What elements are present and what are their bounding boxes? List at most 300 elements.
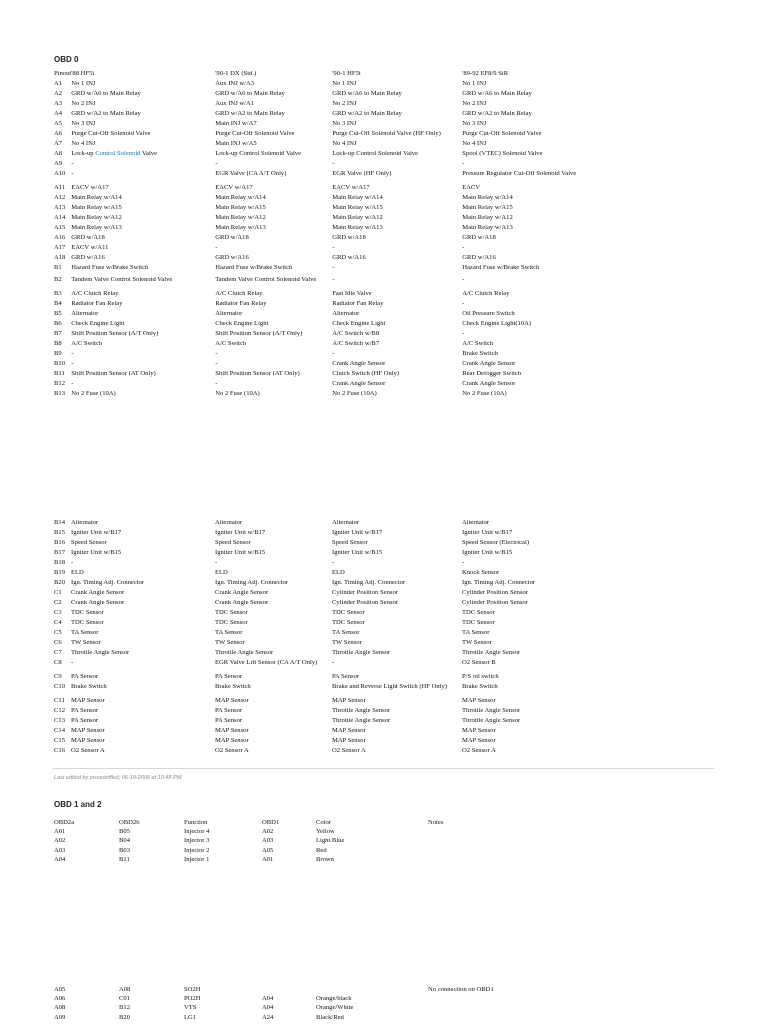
pin-label: A2 (54, 91, 63, 97)
obd0-table-row (54, 121, 592, 131)
obd0-table-row (54, 650, 592, 660)
pin-label: A5 (54, 121, 63, 127)
obd0-cell: Cylinder Position Sensor (462, 590, 528, 596)
obd0-cell: TDC Sensor (71, 610, 104, 616)
obd0-cell: Shift Position Sensor (AT Only) (71, 370, 156, 377)
obd0-cell: Tandem Valve Control Solenoid Valve (215, 276, 317, 283)
obd0-cell: MAP Sensor (71, 738, 105, 744)
obd0-table-row (54, 291, 592, 301)
obd0-cell: Main Relay w/A13 (332, 225, 383, 231)
obd0-cell: ELD (71, 570, 84, 576)
obd0-cell: GRD w/A2 to Main Relay (332, 111, 402, 117)
obd0-table-row (54, 91, 592, 101)
obd0-table-row (54, 570, 592, 580)
obd12-cell: A04 (262, 996, 274, 1003)
obd0-cell: Igniter Unit w/B17 (71, 530, 122, 536)
control-solenoid-link[interactable]: Control Solenoid (95, 151, 141, 157)
obd0-table-row (54, 540, 592, 550)
obd0-cell: - (71, 380, 74, 387)
pin-label: B6 (54, 320, 62, 327)
obd0-table-row (54, 610, 592, 620)
obd0-cell: - (332, 245, 335, 251)
obd0-cell: Cylinder Position Sensor (332, 590, 398, 596)
obd0-table-row (54, 684, 592, 698)
obd0-cell: Fast Idle Valve (332, 290, 372, 297)
obd0-cell: Shift Position Sensor (A/T Only) (71, 330, 159, 337)
obd12-table-row (54, 829, 528, 838)
obd12-cell: Orange/black (316, 996, 352, 1003)
pin-label: B15 (54, 530, 65, 536)
obd0-cell: Igniter Unit w/B15 (332, 550, 383, 556)
obd0-cell: Pressure Regulator Cut-Off Solenoid Valve (462, 171, 577, 177)
obd0-table-row (54, 81, 592, 91)
obd12-cell: B20 (119, 1014, 130, 1021)
obd12-cell: Light Blue (316, 838, 345, 845)
obd0-table-row (54, 698, 592, 708)
obd12-cell: A24 (262, 1014, 274, 1021)
obd12-cell: A05 (262, 847, 274, 854)
obd0-cell: TDC Sensor (215, 620, 248, 626)
obd0-cell: No 2 Fuse (10A) (332, 390, 377, 397)
obd0-cell: Alternator (71, 310, 99, 317)
obd12-cell: Red (316, 847, 327, 854)
obd0-cell: Check Engine Light (71, 320, 125, 327)
obd0-table-row (54, 131, 592, 141)
obd0-cell: A/C Clutch Relay (215, 290, 263, 297)
obd12-cell: A06 (54, 996, 66, 1003)
obd0-table-row (54, 728, 592, 738)
obd0-cell: Brake Switch (462, 684, 498, 690)
obd0-cell: Main Relay w/A15 (215, 205, 266, 211)
obd0-table-row (54, 630, 592, 640)
obd0-cell: Alternator (215, 310, 243, 317)
obd0-cell: - (215, 380, 218, 387)
obd0-cell: No 4 INJ (462, 141, 487, 147)
obd0-cell: Check Engine Light(10A) (462, 320, 532, 327)
obd0-cell: ELD (332, 570, 345, 576)
obd0-cell: No 4 INJ (71, 141, 96, 147)
obd0-header-row (54, 71, 592, 81)
obd0-cell: PA Sensor (71, 708, 99, 714)
obd0-cell: Lock-up Control Solenoid Valve (215, 151, 302, 157)
obd0-cell: No 2 INJ (332, 101, 357, 107)
obd12-cell: B11 (119, 856, 130, 863)
obd0-table-row (54, 195, 592, 205)
obd12-cell: Injector 2 (184, 847, 210, 854)
obd0-cell (71, 151, 215, 161)
obd0-cell: Throttle Angle Sensor (462, 650, 521, 656)
obd0-cell: Igniter Unit w/B17 (462, 530, 513, 536)
obd0-cell: TW Sensor (462, 640, 492, 646)
obd0-cell: TA Sensor (71, 630, 99, 636)
obd0-cell: GRD w/A18 (462, 235, 496, 241)
cell-text: Lock-up (71, 151, 96, 157)
obd12-cell: A05 (54, 987, 66, 993)
obd0-cell: Radiator Fan Relay (332, 300, 384, 307)
obd0-cell: Main Relay w/A12 (71, 215, 122, 221)
obd0-cell: TA Sensor (462, 630, 490, 636)
obd0-cell: MAP Sensor (462, 738, 496, 744)
obd12-cell: A08 (119, 987, 131, 993)
obd0-cell: Main Relay w/A14 (71, 195, 122, 201)
obd0-table-row (54, 101, 592, 111)
obd0-cell: Brake and Reverse Light Switch (HF Only) (332, 684, 448, 690)
obd12-title: OBD 1 and 2 (54, 800, 102, 809)
obd0-cell: Throttle Angle Sensor (332, 708, 391, 714)
pin-label: B19 (54, 570, 65, 576)
obd0-cell: Igniter Unit w/B17 (215, 530, 266, 536)
pin-label: C3 (54, 610, 62, 616)
obd0-cell: GRD w/A6 to Main Relay (332, 91, 402, 97)
obd0-table-row (54, 341, 592, 351)
pin-label: A17 (54, 245, 66, 251)
obd0-cell: A/C Switch w/B8 (332, 330, 380, 337)
obd12-cell: A04 (262, 1005, 274, 1012)
obd0-cell: - (71, 560, 74, 566)
obd0-cell: - (71, 161, 74, 167)
obd0-cell: Main Relay w/A12 (332, 215, 383, 221)
pin-label: A18 (54, 255, 66, 261)
obd0-cell: Aux INJ w/A1 (215, 101, 255, 107)
obd12-cell: C01 (119, 996, 130, 1003)
obd0-title: OBD 0 (54, 55, 79, 64)
obd0-cell: - (462, 245, 465, 251)
pin-label: B20 (54, 580, 65, 586)
obd12-cell (428, 838, 528, 847)
obd0-table-row (54, 361, 592, 371)
obd0-cell: TDC Sensor (215, 610, 248, 616)
pin-label: C14 (54, 728, 65, 734)
obd12-cell: A03 (262, 838, 274, 845)
obd12-cell: A03 (54, 847, 66, 854)
obd0-cell: Throttle Angle Sensor (462, 718, 521, 724)
obd0-table-row (54, 331, 592, 341)
obd12-header-cell: Function (184, 820, 208, 826)
obd12-header-cell: Color (316, 820, 332, 826)
pin-label: B18 (54, 560, 65, 566)
pin-label: A15 (54, 225, 66, 231)
obd0-cell: Clutch Switch (HF Only) (332, 370, 400, 377)
obd0-cell: PA Sensor (71, 674, 99, 680)
obd12-table-part2 (54, 987, 528, 1024)
obd0-table-row (54, 640, 592, 650)
obd12-cell: A04 (54, 856, 66, 863)
pin-label: C6 (54, 640, 62, 646)
obd0-table-row (54, 530, 592, 540)
obd12-header-cell: OBD2b (119, 820, 140, 826)
obd0-table-row (54, 311, 592, 321)
obd0-cell: - (215, 360, 218, 367)
obd12-cell (428, 996, 528, 1005)
obd12-table-row (54, 987, 528, 996)
obd0-cell: EGR Valve Lift Sensor (CA A/T Only) (215, 660, 318, 666)
obd12-cell: Orange/White (316, 1005, 354, 1012)
obd0-cell: Shift Position Sensor (AT Only) (215, 370, 300, 377)
obd0-cell: Ign. Timing Adj. Connector (215, 580, 289, 586)
obd12-table-row (54, 1005, 528, 1014)
obd12-cell (428, 1005, 528, 1014)
obd0-cell: - (332, 265, 335, 271)
obd0-cell: No 1 INJ (71, 81, 96, 87)
obd0-cell: GRD w/A2 to Main Relay (462, 111, 532, 117)
obd0-cell: GRD w/A18 (215, 235, 249, 241)
obd0-table-row (54, 738, 592, 748)
obd0-cell: No 3 INJ (332, 121, 357, 127)
obd12-header-cell: OBD1 (262, 820, 280, 826)
obd12-cell: A08 (54, 1005, 66, 1012)
obd0-cell: - (332, 161, 335, 167)
obd0-cell: No 1 INJ (332, 81, 357, 87)
obd0-cell: Crank Angle Sensor (462, 360, 516, 367)
pin-label: A7 (54, 141, 63, 147)
obd0-cell: Purge Cut-Off Solenoid Valve (HF Only) (332, 131, 441, 137)
obd0-cell: Main INJ w/A7 (215, 121, 257, 127)
obd0-cell: Igniter Unit w/B15 (462, 550, 513, 556)
pin-label: C2 (54, 600, 62, 606)
obd0-header-cell: '88 HF5i (71, 71, 95, 77)
obd0-cell: - (71, 360, 74, 367)
obd0-cell: Throttle Angle Sensor (71, 650, 130, 656)
obd0-cell: Main Relay w/A14 (215, 195, 266, 201)
obd12-header-cell: Notes (428, 820, 444, 826)
obd0-cell: TA Sensor (332, 630, 360, 636)
obd12-cell: SO2H (184, 987, 201, 993)
obd12-cell: LG1 (184, 1014, 197, 1021)
obd0-cell: - (71, 171, 74, 177)
obd0-cell: Cylinder Position Sensor (462, 600, 528, 606)
obd0-cell: TW Sensor (215, 640, 245, 646)
obd0-cell: MAP Sensor (215, 728, 249, 734)
obd0-cell: MAP Sensor (332, 698, 366, 704)
obd0-table-row (54, 265, 592, 277)
pin-label: C8 (54, 660, 62, 666)
obd0-cell: Speed Sensor (215, 540, 251, 546)
obd0-table-row (54, 708, 592, 718)
obd12-cell: Injector 1 (184, 856, 210, 863)
obd0-cell: Check Engine Light (332, 320, 386, 327)
obd0-cell: Igniter Unit w/B17 (332, 530, 383, 536)
obd0-cell: Aux INJ w/A3 (215, 81, 255, 87)
edit-note: Last edited by pissedoffkol; 06-19-2006 at 10:48 PM. (54, 775, 183, 781)
obd0-cell: GRD w/A6 to Main Relay (215, 91, 285, 97)
obd0-cell: Rear Defogger Switch (462, 370, 522, 377)
pin-label: C1 (54, 590, 62, 596)
obd0-cell: A/C Clutch Relay (71, 290, 119, 297)
obd0-table-row (54, 235, 592, 245)
pin-label: C15 (54, 738, 65, 744)
obd0-cell: No 2 Fuse (10A) (462, 390, 507, 397)
pin-label: B13 (54, 390, 65, 397)
obd0-cell: No 2 INJ (71, 101, 96, 107)
obd0-cell: - (215, 350, 218, 357)
obd0-cell: - (462, 161, 465, 167)
obd0-cell: - (215, 560, 218, 566)
obd0-header-cell: '89-92 EF8/9 SiR (462, 71, 509, 77)
obd0-cell: - (332, 560, 335, 566)
obd0-cell: Main INJ w/A5 (215, 141, 257, 147)
obd0-cell: EACV (462, 185, 481, 191)
obd12-cell: A01 (262, 856, 274, 863)
obd0-cell: GRD w/A16 (71, 255, 105, 261)
obd0-table-row (54, 245, 592, 255)
obd0-table-row (54, 277, 592, 291)
pin-label: B17 (54, 550, 65, 556)
obd12-cell: Injector 3 (184, 838, 210, 845)
obd0-cell: Main Relay w/A15 (332, 205, 383, 211)
obd0-table-row (54, 151, 592, 161)
obd0-cell: Spool (VTEC) Solenoid Valve (462, 151, 543, 157)
obd0-cell: Throttle Angle Sensor (332, 650, 391, 656)
obd0-cell: No 3 INJ (71, 121, 96, 127)
obd0-cell: TDC Sensor (462, 620, 495, 626)
pin-label: C7 (54, 650, 62, 656)
obd0-cell: No 3 INJ (462, 121, 487, 127)
obd0-cell: Alternator (215, 520, 243, 526)
obd12-cell (428, 848, 528, 857)
pin-label: C10 (54, 684, 65, 690)
obd0-cell: Alternator (332, 310, 360, 317)
obd0-table-row (54, 580, 592, 590)
obd0-cell: Alternator (462, 520, 490, 526)
obd0-cell: TDC Sensor (332, 620, 365, 626)
obd0-table-row (54, 520, 592, 530)
obd0-cell: TDC Sensor (71, 620, 104, 626)
obd12-cell: B03 (119, 847, 130, 854)
obd0-cell: Throttle Angle Sensor (332, 718, 391, 724)
obd0-cell: Throttle Angle Sensor (462, 708, 521, 714)
obd0-cell: Brake Switch (215, 684, 251, 690)
obd0-cell: TW Sensor (332, 640, 362, 646)
obd12-table-row (54, 857, 528, 866)
obd12-cell: Injector 4 (184, 829, 210, 836)
pin-label: B10 (54, 360, 65, 367)
obd0-cell: MAP Sensor (71, 698, 105, 704)
obd0-cell: O2 Sensor A (332, 748, 366, 754)
obd0-cell: Main Relay w/A12 (462, 215, 513, 221)
obd0-cell: Ign. Timing Adj. Connector (462, 580, 536, 586)
obd12-table-row (54, 848, 528, 857)
obd0-cell: EGR Valve (HF Only) (332, 171, 392, 177)
obd12-cell: VTS (184, 1005, 197, 1012)
obd0-table-row (54, 560, 592, 570)
obd0-cell: Alternator (71, 520, 99, 526)
obd0-cell: A/C Clutch Relay (462, 290, 510, 297)
obd0-table-row (54, 748, 592, 758)
obd0-cell: Main Relay w/A15 (462, 205, 513, 211)
obd0-cell: EACV w/A11 (71, 245, 109, 251)
obd12-cell: B04 (119, 838, 130, 845)
obd0-cell: PA Sensor (215, 674, 243, 680)
obd0-cell: - (462, 330, 465, 337)
obd0-cell: Check Engine Light (215, 320, 269, 327)
obd12-cell: B12 (119, 1005, 130, 1012)
obd0-table-row (54, 590, 592, 600)
obd0-cell: No 2 INJ (462, 101, 487, 107)
pin-label: A13 (54, 205, 66, 211)
obd0-cell: TDC Sensor (462, 610, 495, 616)
obd0-table-row (54, 391, 592, 401)
obd0-table-row (54, 205, 592, 215)
obd0-cell: Main Relay w/A13 (462, 225, 513, 231)
obd0-cell: Main Relay w/A13 (215, 225, 266, 231)
obd0-cell: - (215, 245, 218, 251)
obd0-cell: TW Sensor (71, 640, 101, 646)
obd0-table-row (54, 185, 592, 195)
pin-label: B7 (54, 330, 62, 337)
obd0-cell: Main Relay w/A15 (71, 205, 122, 211)
obd12-cell (316, 987, 428, 996)
pin-label: B3 (54, 290, 62, 297)
pin-label: A8 (54, 151, 63, 157)
obd12-cell: B05 (119, 829, 130, 836)
obd0-table-row (54, 141, 592, 151)
obd0-cell: Purge Cut-Off Solenoid Valve (215, 131, 295, 137)
obd0-table-row (54, 550, 592, 560)
obd0-table-row (54, 620, 592, 630)
obd0-cell: GRD w/A18 (71, 235, 105, 241)
obd0-cell: - (462, 300, 465, 307)
obd12-cell: Black/Red (316, 1014, 344, 1021)
obd0-cell: No 4 INJ (332, 141, 357, 147)
pin-label: A9 (54, 161, 63, 167)
obd0-cell: PA Sensor (71, 718, 99, 724)
obd0-cell: Hazard Fuse w/Brake Switch (71, 265, 149, 271)
obd0-table-part2 (54, 520, 592, 758)
obd12-cell (428, 857, 528, 866)
pin-label: C12 (54, 708, 65, 714)
obd0-cell: Alternator (332, 520, 360, 526)
obd0-cell: O2 Sensor A (215, 748, 249, 754)
pin-label: B14 (54, 520, 65, 526)
pin-label: A6 (54, 131, 63, 137)
obd0-cell: Shift Position Sensor (A/T Only) (215, 330, 303, 337)
obd0-cell: Ign. Timing Adj. Connector (332, 580, 406, 586)
obd0-cell: TDC Sensor (332, 610, 365, 616)
obd12-cell (428, 1015, 528, 1024)
obd12-cell: No connection on OBD1 (428, 987, 494, 993)
obd0-cell: ELD (215, 570, 228, 576)
obd0-table-row (54, 381, 592, 391)
pin-label: B1 (54, 265, 62, 271)
obd0-cell: Tandem Valve Control Solenoid Valve (71, 276, 173, 283)
obd0-cell: Radiator Fan Relay (215, 300, 267, 307)
obd12-cell: A02 (262, 829, 274, 836)
obd0-table-row (54, 600, 592, 610)
pin-label: B8 (54, 340, 62, 347)
obd0-table-row (54, 718, 592, 728)
obd0-cell: Knock Sensor (462, 570, 500, 576)
obd0-cell: O2 Sensor B (462, 660, 496, 666)
pin-label: A16 (54, 235, 66, 241)
obd0-cell: A/C Switch (462, 340, 494, 347)
obd0-cell: MAP Sensor (462, 698, 496, 704)
obd12-cell: Brown (316, 856, 334, 863)
obd0-cell: No 1 INJ (462, 81, 487, 87)
obd0-cell: Main Relay w/A12 (215, 215, 266, 221)
obd12-cell: A01 (54, 829, 66, 836)
obd0-cell: GRD w/A6 to Main Relay (71, 91, 141, 97)
obd0-cell: Main Relay w/A14 (462, 195, 513, 201)
obd0-cell: Crank Angle Sensor (332, 380, 386, 387)
obd0-cell: Lock-up Control Solenoid Valve (332, 151, 419, 157)
obd0-cell: Speed Sensor (332, 540, 368, 546)
obd0-cell: A/C Switch (71, 340, 103, 347)
obd0-cell: Oil Pressure Switch (462, 310, 515, 317)
obd0-header-cell: '90-1 DX (Std.) (215, 71, 257, 77)
obd0-table-row (54, 161, 592, 171)
pin-label: A1 (54, 81, 63, 87)
obd0-cell: EACV w/A17 (332, 185, 370, 191)
